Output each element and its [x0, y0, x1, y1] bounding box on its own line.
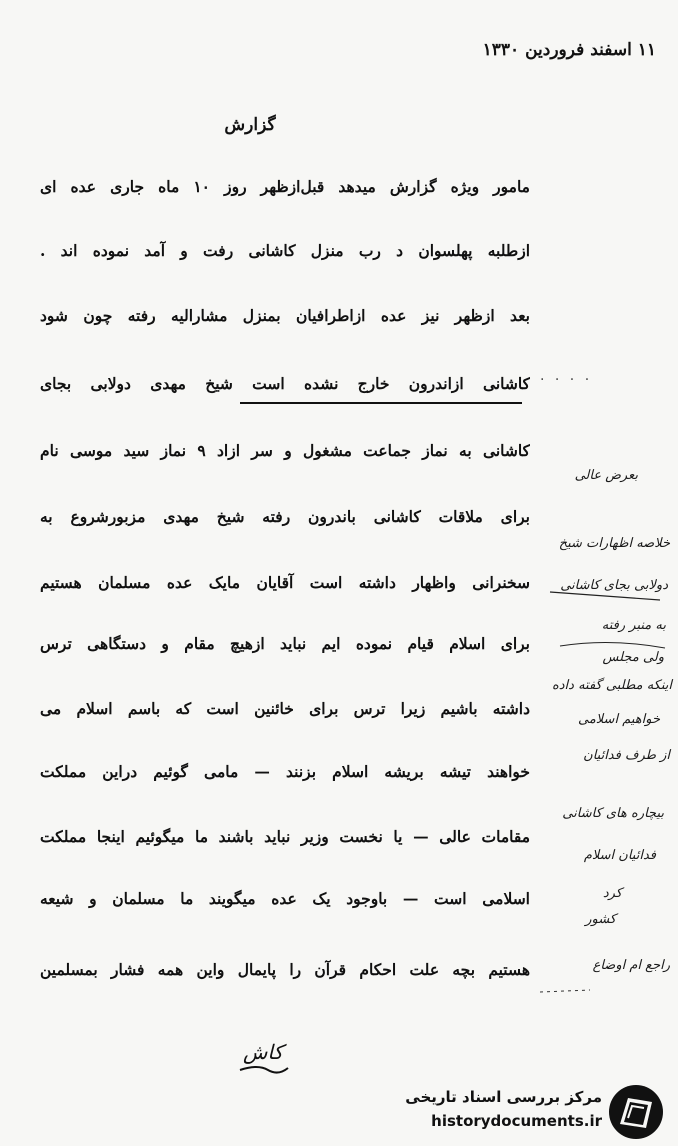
margin-note: بعرض عالی [574, 468, 638, 483]
margin-note: ولی مجلس [602, 650, 664, 665]
handwritten-margin-notes [530, 450, 678, 1010]
body-line: مامور ویژه گزارش میدهد قبل‌ازظهر روز ۱۰ ماه جاری عده ای [40, 177, 530, 196]
margin-note: بیچاره های کاشانی [562, 806, 664, 821]
margin-note: فدائیان اسلام [583, 848, 656, 863]
body-line: برای اسلام قیام نموده ایم نباید ازهیچ مقام و دستگاهی ترس [40, 634, 530, 653]
body-line: بعد ازظهر نیز عده ازاطرافیان بمنزل مشارالیه رفته چون شود [40, 306, 530, 325]
body-line: برای ملاقات کاشانی باندرون رفته شیخ مهدی مزبورشروع به [40, 507, 530, 526]
margin-note: اینکه مطلبی گفته داده [551, 678, 672, 693]
watermark [380, 1082, 670, 1142]
margin-note: از طرف فدائیان [583, 748, 670, 763]
body-line: کاشانی به نماز جماعت مشغول و سر ازاد ۹ نماز سید موسی نام [40, 441, 530, 460]
underline-mark [240, 402, 522, 404]
document-date: ۱۱ اسفند فروردین ۱۳۳۰ [482, 40, 656, 60]
body-line: کاشانی ازاندرون خارج نشده است شیخ مهدی دولابی بجای [40, 374, 530, 393]
document-title: گزارش [224, 115, 276, 135]
body-line: هستیم بچه علت احکام قرآن را پایمال واین همه فشار بمسلمین [40, 960, 530, 979]
body-line: داشته باشیم زیرا ترس برای خائنین است که باسم اسلام می [40, 699, 530, 718]
body-line: سخنرانی واظهار داشته است آقایان مایک عده مسلمان هستیم [40, 573, 530, 592]
document-archive-logo-icon [608, 1084, 664, 1140]
margin-note: راجع ام اوضاع [592, 958, 670, 973]
body-line: مقامات عالی — یا نخست وزیر نباید باشند ما میگوئیم اینجا مملکت [40, 827, 530, 846]
margin-note: خواهیم اسلامی [578, 712, 660, 727]
margin-scribble-strokes [530, 450, 678, 1010]
body-line: خواهند تیشه بریشه اسلام بزنند — مامی گوئیم دراین مملکت [40, 762, 530, 781]
signature-initial: کاش [242, 1040, 284, 1064]
body-line: اسلامی است — باوجود یک عده میگویند ما مسلمان و شیعه [40, 889, 530, 908]
margin-note: به منبر رفته [601, 618, 666, 633]
margin-dots: · · · · [540, 372, 593, 388]
watermark-url: historydocuments.ir [431, 1112, 602, 1130]
margin-note: خلاصه اظهارات شیخ [558, 536, 670, 551]
margin-note: دولابی بجای کاشانی [560, 578, 668, 593]
body-line: ازطلبه ‌پهلسوان د رب منزل کاشانی رفت و آمد نموده اند . [40, 241, 530, 260]
watermark-title: مرکز بررسی اسناد تاریخی [405, 1088, 602, 1106]
signature-stroke [238, 1062, 290, 1076]
margin-note: کرد [602, 886, 622, 901]
margin-note: کشور [585, 912, 616, 927]
